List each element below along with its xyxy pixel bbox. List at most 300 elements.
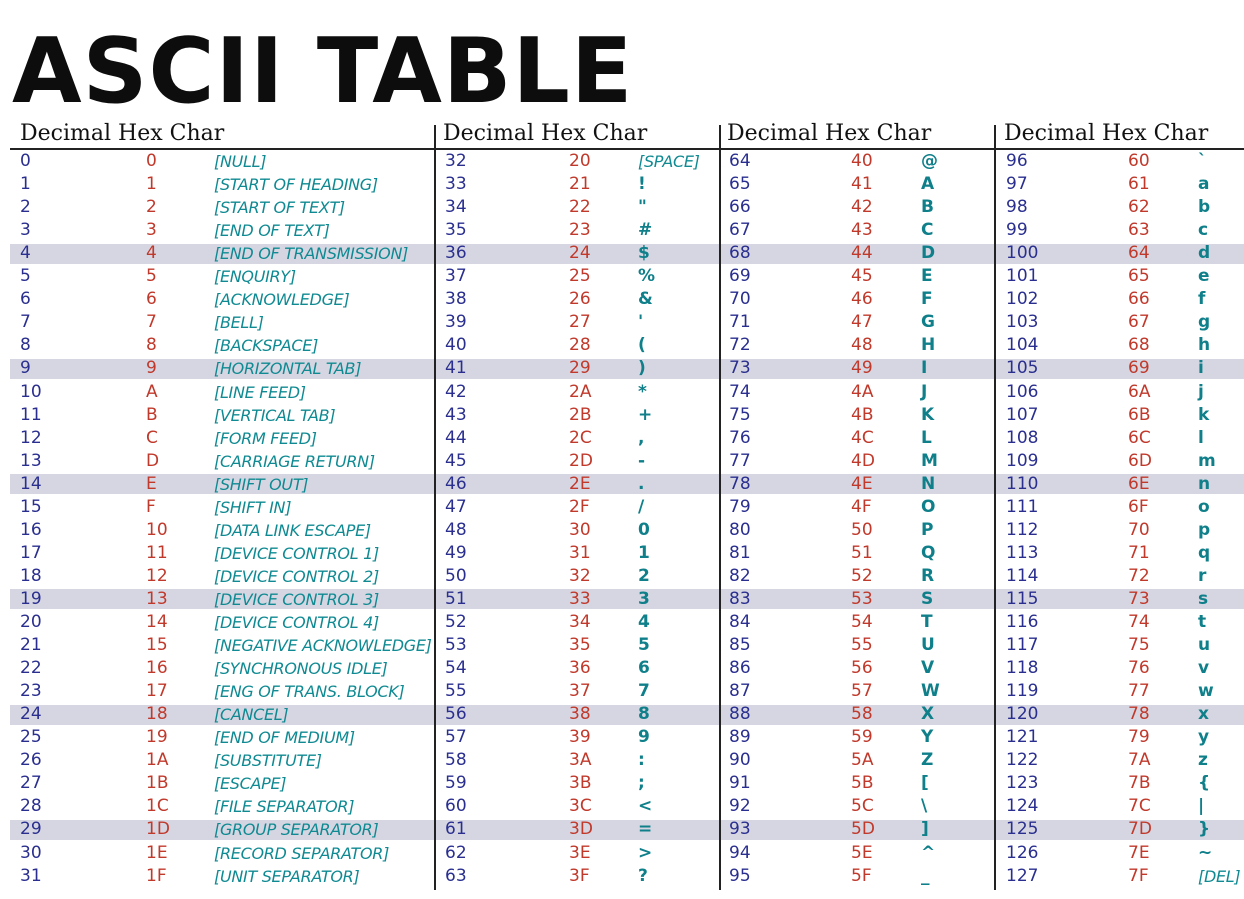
char-cell: [CARRIAGE RETURN]	[214, 451, 375, 471]
char-cell: H	[921, 335, 936, 356]
decimal-cell: 43	[445, 404, 467, 425]
char-cell: T	[921, 612, 933, 632]
char-cell: A	[921, 174, 935, 195]
decimal-cell: 115	[1006, 588, 1039, 609]
decimal-cell: 116	[1006, 612, 1039, 632]
hex-cell: 10	[146, 519, 168, 540]
decimal-cell: 55	[445, 681, 467, 702]
char-cell: [CANCEL]	[214, 705, 289, 725]
hex-cell: 61	[1128, 174, 1150, 195]
hex-cell: 18	[146, 704, 168, 725]
decimal-cell: 48	[445, 519, 467, 540]
char-cell: ,	[638, 427, 645, 448]
decimal-cell: 86	[729, 658, 751, 679]
decimal-cell: 120	[1006, 704, 1039, 725]
char-cell: n	[1198, 473, 1211, 494]
decimal-cell: 41	[445, 358, 467, 379]
char-cell: i	[1198, 358, 1204, 379]
hex-cell: 4A	[851, 381, 874, 402]
hex-cell: A	[146, 381, 158, 402]
hex-cell: 2	[146, 197, 157, 218]
decimal-cell: 78	[729, 473, 751, 494]
hex-cell: 1C	[146, 796, 169, 817]
decimal-cell: 7	[20, 312, 31, 333]
hex-cell: 76	[1128, 658, 1150, 679]
decimal-cell: 38	[445, 289, 467, 310]
hex-cell: 63	[1128, 220, 1150, 241]
decimal-cell: 33	[445, 174, 467, 195]
hex-cell: 32	[569, 565, 591, 586]
hex-cell: 19	[146, 727, 168, 748]
char-cell: %	[638, 266, 656, 287]
decimal-cell: 65	[729, 174, 751, 195]
char-cell: -	[638, 450, 646, 471]
decimal-cell: 25	[20, 727, 42, 748]
char-cell: [END OF TRANSMISSION]	[214, 244, 409, 264]
decimal-cell: 46	[445, 473, 467, 494]
hex-cell: C	[146, 427, 158, 448]
hex-cell: 15	[146, 635, 168, 656]
decimal-cell: 72	[729, 335, 751, 356]
decimal-cell: 51	[445, 588, 467, 609]
hex-cell: 7D	[1128, 819, 1152, 840]
char-cell: F	[921, 289, 933, 310]
hex-cell: 0	[146, 151, 157, 171]
decimal-cell: 88	[729, 704, 751, 725]
hex-cell: 3A	[569, 750, 592, 771]
char-cell: ?	[638, 865, 648, 886]
hex-cell: 78	[1128, 704, 1150, 725]
char-cell: h	[1198, 335, 1211, 356]
hex-cell: 13	[146, 588, 168, 609]
hex-cell: 2E	[569, 473, 591, 494]
char-cell: \	[921, 796, 928, 817]
char-cell: *	[638, 381, 647, 402]
hex-cell: 27	[569, 312, 591, 333]
char-cell: [GROUP SEPARATOR]	[214, 820, 379, 840]
decimal-cell: 29	[20, 819, 42, 840]
char-cell: [DEL]	[1198, 866, 1241, 886]
char-cell: N	[921, 473, 936, 494]
column-header-2: Decimal Hex Char	[443, 121, 648, 146]
char-cell: 0	[638, 519, 650, 540]
decimal-cell: 37	[445, 266, 467, 287]
hex-cell: 64	[1128, 243, 1150, 264]
decimal-cell: 70	[729, 289, 751, 310]
decimal-cell: 47	[445, 496, 467, 517]
page-title: ASCII TABLE	[12, 19, 634, 124]
row-stripe	[10, 244, 1244, 264]
column-header-1: Decimal Hex Char	[20, 121, 225, 146]
column-header-3: Decimal Hex Char	[727, 121, 932, 146]
hex-cell: 77	[1128, 681, 1150, 702]
hex-cell: 30	[569, 519, 591, 540]
char-cell: [FILE SEPARATOR]	[214, 797, 355, 817]
char-cell: R	[921, 565, 935, 586]
decimal-cell: 12	[20, 427, 42, 448]
column-divider-3	[994, 125, 996, 890]
hex-cell: 75	[1128, 635, 1150, 656]
hex-cell: 11	[146, 542, 168, 563]
hex-cell: 3D	[569, 819, 593, 840]
decimal-cell: 56	[445, 704, 467, 725]
char-cell: f	[1198, 289, 1206, 310]
char-cell: p	[1198, 519, 1211, 540]
decimal-cell: 124	[1006, 796, 1039, 817]
decimal-cell: 6	[20, 289, 31, 310]
hex-cell: 9	[146, 358, 157, 379]
hex-cell: 46	[851, 289, 873, 310]
hex-cell: 28	[569, 335, 591, 356]
decimal-cell: 98	[1006, 197, 1028, 218]
hex-cell: 5B	[851, 773, 874, 794]
decimal-cell: 74	[729, 381, 751, 402]
hex-cell: 51	[851, 542, 873, 563]
decimal-cell: 53	[445, 635, 467, 656]
decimal-cell: 121	[1006, 727, 1039, 748]
char-cell: "	[638, 197, 647, 218]
decimal-cell: 107	[1006, 404, 1039, 425]
decimal-cell: 89	[729, 727, 751, 748]
char-cell: [SYNCHRONOUS IDLE]	[214, 659, 388, 679]
decimal-cell: 32	[445, 151, 467, 171]
decimal-cell: 39	[445, 312, 467, 333]
char-cell: [DEVICE CONTROL 4]	[214, 613, 379, 632]
hex-cell: 4B	[851, 404, 874, 425]
hex-cell: 48	[851, 335, 873, 356]
decimal-cell: 122	[1006, 750, 1039, 771]
hex-cell: 6B	[1128, 404, 1151, 425]
hex-cell: 56	[851, 658, 873, 679]
hex-cell: 69	[1128, 358, 1150, 379]
decimal-cell: 69	[729, 266, 751, 287]
char-cell: c	[1198, 220, 1209, 241]
char-cell: E	[921, 266, 933, 287]
decimal-cell: 125	[1006, 819, 1039, 840]
decimal-cell: 109	[1006, 450, 1039, 471]
char-cell: ~	[1198, 842, 1213, 863]
hex-cell: 23	[569, 220, 591, 241]
char-cell: u	[1198, 635, 1211, 656]
decimal-cell: 102	[1006, 289, 1039, 310]
decimal-cell: 19	[20, 588, 42, 609]
char-cell: M	[921, 450, 938, 471]
char-cell: I	[921, 358, 928, 379]
decimal-cell: 76	[729, 427, 751, 448]
hex-cell: 79	[1128, 727, 1150, 748]
decimal-cell: 15	[20, 496, 42, 517]
hex-cell: 53	[851, 588, 873, 609]
hex-cell: 34	[569, 612, 591, 632]
char-cell: 2	[638, 565, 650, 586]
hex-cell: 26	[569, 289, 591, 310]
hex-cell: 5A	[851, 750, 874, 771]
hex-cell: 2B	[569, 404, 592, 425]
hex-cell: 40	[851, 151, 873, 171]
decimal-cell: 9	[20, 358, 31, 379]
hex-cell: 70	[1128, 519, 1150, 540]
char-cell: Z	[921, 750, 934, 771]
char-cell: .	[638, 473, 645, 494]
char-cell: 8	[638, 704, 650, 725]
hex-cell: 55	[851, 635, 873, 656]
decimal-cell: 101	[1006, 266, 1039, 287]
hex-cell: 14	[146, 612, 168, 632]
decimal-cell: 113	[1006, 542, 1039, 563]
decimal-cell: 66	[729, 197, 751, 218]
decimal-cell: 61	[445, 819, 467, 840]
decimal-cell: 8	[20, 335, 31, 356]
char-cell: v	[1198, 658, 1210, 679]
decimal-cell: 42	[445, 381, 467, 402]
hex-cell: 6D	[1128, 450, 1152, 471]
hex-cell: 24	[569, 243, 591, 264]
char-cell: g	[1198, 312, 1211, 333]
decimal-cell: 35	[445, 220, 467, 241]
char-cell: [SPACE]	[638, 152, 700, 171]
hex-cell: 1A	[146, 750, 169, 771]
decimal-cell: 67	[729, 220, 751, 241]
char-cell: =	[638, 819, 653, 840]
char-cell: [START OF HEADING]	[214, 175, 378, 195]
char-cell: O	[921, 496, 936, 517]
hex-cell: 4F	[851, 496, 872, 517]
decimal-cell: 92	[729, 796, 751, 817]
hex-cell: 21	[569, 174, 591, 195]
hex-cell: 12	[146, 565, 168, 586]
char-cell: C	[921, 220, 934, 241]
hex-cell: 2A	[569, 381, 592, 402]
decimal-cell: 114	[1006, 565, 1039, 586]
hex-cell: 29	[569, 358, 591, 379]
hex-cell: 1F	[146, 865, 167, 886]
char-cell: 5	[638, 635, 650, 656]
char-cell: e	[1198, 266, 1210, 287]
decimal-cell: 97	[1006, 174, 1028, 195]
hex-cell: 65	[1128, 266, 1150, 287]
decimal-cell: 22	[20, 658, 42, 679]
char-cell: Y	[921, 727, 934, 748]
char-cell: |	[1198, 796, 1205, 817]
decimal-cell: 106	[1006, 381, 1039, 402]
hex-cell: 7E	[1128, 842, 1150, 863]
char-cell: [NULL]	[214, 152, 267, 171]
decimal-cell: 103	[1006, 312, 1039, 333]
hex-cell: 47	[851, 312, 873, 333]
decimal-cell: 112	[1006, 519, 1039, 540]
char-cell: [BACKSPACE]	[214, 336, 319, 356]
decimal-cell: 99	[1006, 220, 1028, 241]
decimal-cell: 26	[20, 750, 42, 771]
hex-cell: 1	[146, 174, 157, 195]
char-cell: l	[1198, 427, 1204, 448]
char-cell: ;	[638, 773, 645, 794]
char-cell: ]	[921, 819, 929, 840]
char-cell: S	[921, 588, 934, 609]
hex-cell: 50	[851, 519, 873, 540]
char-cell: b	[1198, 197, 1211, 218]
decimal-cell: 14	[20, 473, 42, 494]
decimal-cell: 93	[729, 819, 751, 840]
decimal-cell: 31	[20, 865, 42, 886]
decimal-cell: 50	[445, 565, 467, 586]
decimal-cell: 104	[1006, 335, 1039, 356]
decimal-cell: 62	[445, 842, 467, 863]
hex-cell: 8	[146, 335, 157, 356]
hex-cell: 7B	[1128, 773, 1151, 794]
char-cell: j	[1198, 381, 1204, 402]
char-cell: B	[921, 197, 934, 218]
hex-cell: 5C	[851, 796, 874, 817]
hex-cell: 25	[569, 266, 591, 287]
decimal-cell: 126	[1006, 842, 1039, 863]
decimal-cell: 40	[445, 335, 467, 356]
char-cell: ^	[921, 842, 936, 863]
hex-cell: 39	[569, 727, 591, 748]
char-cell: q	[1198, 542, 1211, 563]
hex-cell: 74	[1128, 612, 1150, 632]
hex-cell: 59	[851, 727, 873, 748]
decimal-cell: 81	[729, 542, 751, 563]
decimal-cell: 11	[20, 404, 42, 425]
decimal-cell: 119	[1006, 681, 1039, 702]
char-cell: X	[921, 704, 935, 725]
char-cell: [HORIZONTAL TAB]	[214, 359, 362, 379]
decimal-cell: 100	[1006, 243, 1039, 264]
hex-cell: 7	[146, 312, 157, 333]
header-divider	[10, 148, 1244, 150]
hex-cell: 43	[851, 220, 873, 241]
decimal-cell: 30	[20, 842, 42, 863]
char-cell: W	[921, 681, 940, 702]
column-divider-1	[434, 125, 436, 890]
hex-cell: 6A	[1128, 381, 1151, 402]
decimal-cell: 110	[1006, 473, 1039, 494]
char-cell: [DEVICE CONTROL 1]	[214, 543, 379, 563]
hex-cell: 20	[569, 151, 591, 171]
char-cell: &	[638, 289, 653, 310]
char-cell: [UNIT SEPARATOR]	[214, 866, 360, 886]
decimal-cell: 96	[1006, 151, 1028, 171]
hex-cell: 37	[569, 681, 591, 702]
decimal-cell: 20	[20, 612, 42, 632]
decimal-cell: 24	[20, 704, 42, 725]
char-cell: D	[921, 243, 936, 264]
hex-cell: B	[146, 404, 158, 425]
hex-cell: 6C	[1128, 427, 1151, 448]
hex-cell: 60	[1128, 151, 1150, 171]
hex-cell: 31	[569, 542, 591, 563]
hex-cell: 7F	[1128, 865, 1149, 886]
column-divider-2	[719, 125, 721, 890]
char-cell: P	[921, 519, 934, 540]
column-headers	[0, 120, 1244, 148]
hex-cell: 5F	[851, 865, 872, 886]
char-cell: )	[638, 358, 646, 379]
char-cell: L	[921, 427, 932, 448]
hex-cell: 2F	[569, 496, 590, 517]
char-cell: [ENQUIRY]	[214, 267, 296, 287]
decimal-cell: 82	[729, 565, 751, 586]
hex-cell: 66	[1128, 289, 1150, 310]
hex-cell: 6	[146, 289, 157, 310]
decimal-cell: 44	[445, 427, 467, 448]
char-cell: @	[921, 151, 938, 171]
hex-cell: 35	[569, 635, 591, 656]
char-cell: V	[921, 658, 935, 679]
char-cell: U	[921, 635, 935, 656]
hex-cell: 33	[569, 588, 591, 609]
char-cell: d	[1198, 243, 1211, 264]
char-cell: z	[1198, 750, 1208, 771]
hex-cell: 62	[1128, 197, 1150, 218]
char-cell: o	[1198, 496, 1210, 517]
decimal-cell: 83	[729, 588, 751, 609]
char-cell: m	[1198, 450, 1216, 471]
hex-cell: 3	[146, 220, 157, 241]
char-cell: w	[1198, 681, 1214, 702]
char-cell: [SHIFT IN]	[214, 497, 292, 517]
hex-cell: 7C	[1128, 796, 1151, 817]
char-cell: 6	[638, 658, 650, 679]
char-cell: [LINE FEED]	[214, 382, 306, 402]
decimal-cell: 21	[20, 635, 42, 656]
decimal-cell: 27	[20, 773, 42, 794]
decimal-cell: 71	[729, 312, 751, 333]
decimal-cell: 59	[445, 773, 467, 794]
decimal-cell: 64	[729, 151, 751, 171]
char-cell: [ACKNOWLEDGE]	[214, 290, 350, 310]
char-cell: '	[638, 312, 644, 333]
hex-cell: 58	[851, 704, 873, 725]
hex-cell: 3C	[569, 796, 592, 817]
char-cell: <	[638, 796, 653, 817]
decimal-cell: 28	[20, 796, 42, 817]
hex-cell: 2C	[569, 427, 592, 448]
decimal-cell: 17	[20, 542, 42, 563]
char-cell: [DEVICE CONTROL 3]	[214, 589, 379, 609]
hex-cell: 7A	[1128, 750, 1151, 771]
hex-cell: 68	[1128, 335, 1150, 356]
char-cell: :	[638, 750, 645, 771]
char-cell: {	[1198, 773, 1211, 794]
hex-cell: 45	[851, 266, 873, 287]
decimal-cell: 5	[20, 266, 31, 287]
decimal-cell: 80	[729, 519, 751, 540]
char-cell: G	[921, 312, 935, 333]
hex-cell: 1E	[146, 842, 168, 863]
char-cell: y	[1198, 727, 1210, 748]
char-cell: !	[638, 174, 646, 195]
decimal-cell: 57	[445, 727, 467, 748]
hex-cell: 3B	[569, 773, 592, 794]
hex-cell: 6F	[1128, 496, 1149, 517]
hex-cell: 38	[569, 704, 591, 725]
char-cell: /	[638, 496, 645, 517]
decimal-cell: 45	[445, 450, 467, 471]
decimal-cell: 63	[445, 865, 467, 886]
char-cell: [SHIFT OUT]	[214, 474, 309, 494]
decimal-cell: 84	[729, 612, 751, 632]
decimal-cell: 111	[1006, 496, 1039, 517]
row-stripe	[10, 359, 1244, 379]
hex-cell: 3E	[569, 842, 591, 863]
hex-cell: 4C	[851, 427, 874, 448]
decimal-cell: 79	[729, 496, 751, 517]
hex-cell: E	[146, 473, 157, 494]
hex-cell: 52	[851, 565, 873, 586]
hex-cell: 3F	[569, 865, 590, 886]
